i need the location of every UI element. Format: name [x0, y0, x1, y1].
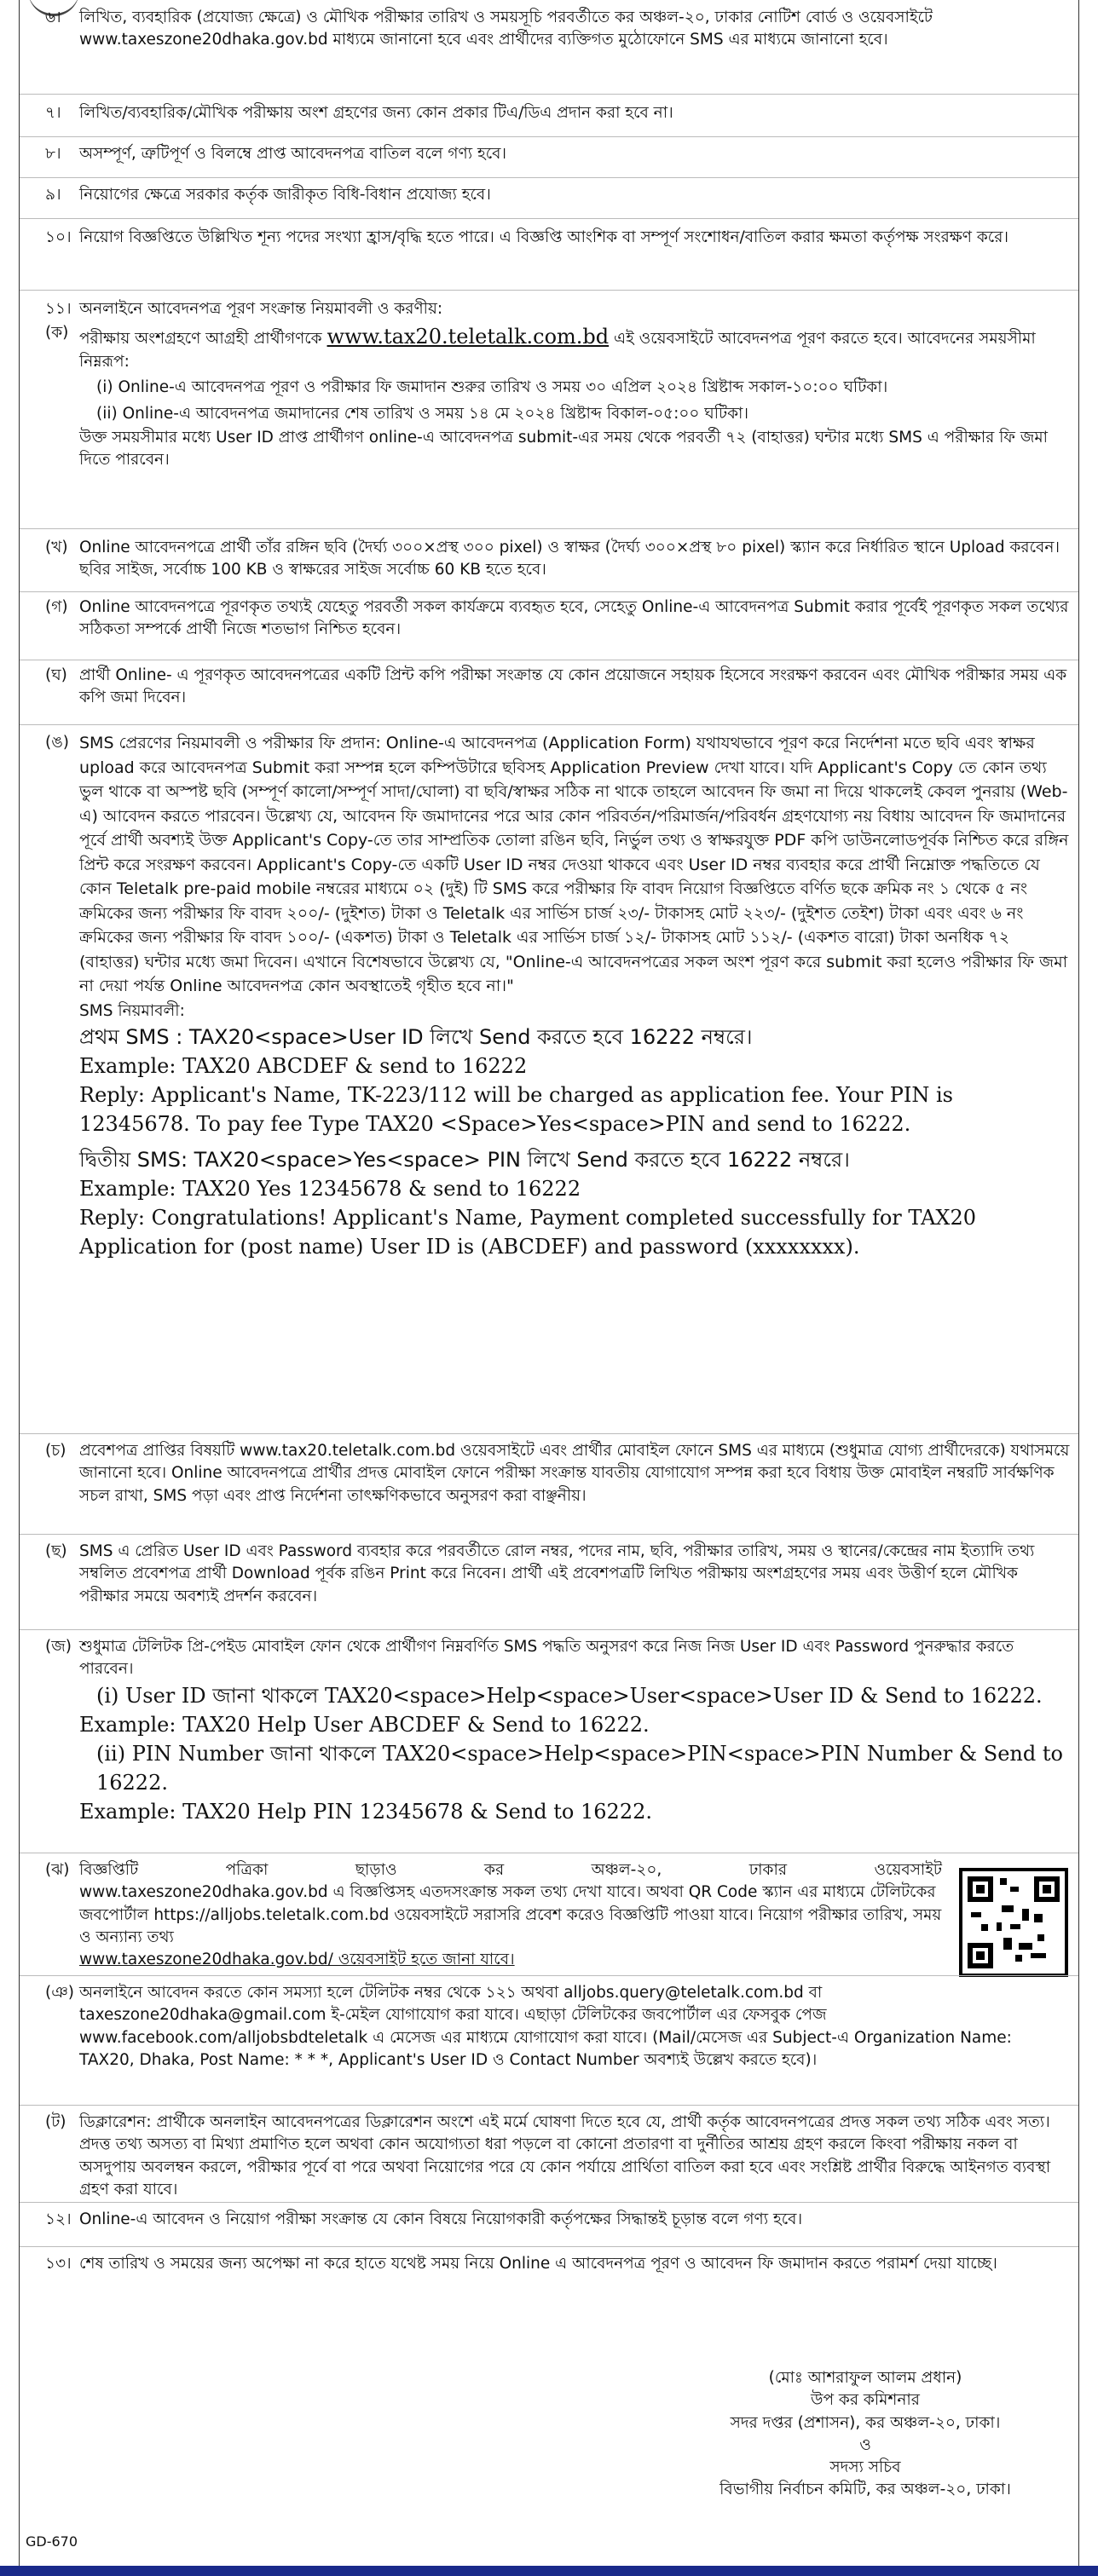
sms-example-1: Example: TAX20 ABCDEF & send to 16222 [79, 1053, 528, 1078]
sub-number: (ট) [45, 2113, 66, 2131]
item-8 [45, 143, 1070, 165]
document-code: GD-670 [26, 2533, 78, 2550]
jha-line-2: www.taxeszone20dhaka.gov.bd এ বিজ্ঞপ্তিসহ এতদসংক্রান্ত সকল তথ্য দেখা যাবে। অথবা QR Code স্ক্যান এর মাধ্যমে টেলিটকের জবপোর্টাল https://alljobs.teletalk.com.bd ওয়েবসাইটে সরাসরি প্রবেশ করেও বিজ্ঞপ্তিটি পাওয়া যাবে। নিয়োগ পরীক্ষার তারিখ, সময় ও অন্যান্য তথ্য [79, 1883, 942, 1946]
ka-text-b: এই ওয়েবসাইটে আবেদনপত্র পূরণ করতে হবে। আবেদনের সময়সীমা নিম্নরূপ: [79, 330, 1036, 372]
sub-number: (চ) [45, 1442, 66, 1460]
jha-site-link[interactable]: www.taxeszone20dhaka.gov.bd/ ওয়েবসাইট হতে জানা যাবে। [79, 1951, 515, 1969]
item-11-ga [45, 596, 1070, 642]
ta-text: ডিক্লারেশন: প্রার্থীকে অনলাইন আবেদনপত্রের ডিক্লারেশন অংশে এই মর্মে ঘোষণা দিতে হবে যে, প্রার্থী কর্তৃক আবেদনপত্রের প্রদত্ত সকল তথ্য সঠিক এবং সত্য। প্রদত্ত তথ্য অসত্য বা মিথ্যা প্রমাণিত হলে অথবা কোন অযোগ্যতা ধরা পড়লে বা কোনো প্রতারণা বা দুর্নীতির আশ্রয় গ্রহণ করলে কিংবা পরীক্ষায় নকল বা অসদুপায় অবলম্বন করলে, পরীক্ষার পূর্বে বা পরে অথবা নিয়োগের পরে যে কোন পর্যায়ে প্রার্থিতা বাতিল করা হবে এবং সংশ্লিষ্ট প্রার্থীর বিরুদ্ধে আইনগত ব্যবস্থা গ্রহণ করা যাবে। [79, 2113, 1051, 2199]
item-9 [45, 184, 1070, 206]
sms-reply-2: Reply: Congratulations! Applicant's Name, Payment completed successfully for TAX20 Application for (post name) User ID is (ABCDEF) and password (xxxxxxxx). [79, 1206, 977, 1259]
item-6 [45, 7, 1070, 52]
sub-number: (গ) [45, 598, 68, 616]
sub-number: (ঝ) [45, 1861, 70, 1879]
item-number: ৮। [45, 145, 61, 163]
item-text: লিখিত, ব্যবহারিক (প্রযোজ্য ক্ষেত্রে) ও মৌখিক পরীক্ষার তারিখ ও সময়সূচি পরবর্তীতে কর অঞ্চল-২০, ঢাকার নোটিশ বোর্ড ও ওয়েবসাইটে www.taxeszone20dhaka.gov.bd মাধ্যমে জানানো হবে এবং প্রার্থীদের ব্যক্তিগত মুঠোফোনে SMS এর মাধ্যমে জানানো হবে। [79, 9, 933, 49]
ja-point-2: (ii) PIN Number জানা থাকলে TAX20<space>Help<space>PIN<space>PIN Number & Send to 16222. [96, 1741, 1063, 1795]
item-intro: অনলাইনে আবেদনপত্র পূরণ সংক্রান্ত নিয়মাবলী ও করণীয়: [79, 300, 443, 318]
item-text: লিখিত/ব্যবহারিক/মৌখিক পরীক্ষায় অংশ গ্রহণের জন্য কোন প্রকার টিএ/ডিএ প্রদান করা হবে না। [79, 104, 673, 122]
ja-example-1: Example: TAX20 Help User ABCDEF & Send to 16222. [79, 1712, 650, 1737]
item-11-ka [45, 322, 1070, 471]
chha-text: SMS এ প্রেরিত User ID এবং Password ব্যবহার করে পরবর্তীতে রোল নম্বর, পদের নাম, ছবি, পরীক্ষার তারিখ, সময় ও স্থানের/কেন্দ্রের নাম ইত্যাদি তথ্য সম্বলিত প্রবেশপত্র প্রার্থী Download পূর্বক রঙিন Print করে নিবেন। প্রার্থী এই প্রবেশপত্রটি লিখিত পরীক্ষায় অংশগ্রহণের সময় এবং উত্তীর্ণ হলে মৌখিক পরীক্ষার সময়ে অবশ্যই প্রদর্শন করবেন। [79, 1542, 1035, 1605]
item-11-umo [45, 731, 1070, 1261]
item-11-chha [45, 1541, 1070, 1608]
sub-number: (ক) [45, 324, 69, 342]
sub-number: (ঙ) [45, 734, 70, 752]
sms-reply-1: Reply: Applicant's Name, TK-223/112 will be charged as application fee. Your PIN is 12345678. To pay fee Type TAX20 <Space>Yes<space>PIN and send to 16222. [79, 1082, 953, 1136]
signature-conjunction: ও [859, 2435, 871, 2454]
item-text: নিয়োগ বিজ্ঞপ্তিতে উল্লিখিত শূন্য পদের সংখ্যা হ্রাস/বৃদ্ধি হতে পারে। এ বিজ্ঞপ্তি আংশিক বা সম্পূর্ণ সংশোধন/বাতিল করার ক্ষমতা কর্তৃপক্ষ সংরক্ষণ করে। [79, 228, 1009, 246]
cha-text: প্রবেশপত্র প্রাপ্তির বিষয়টি www.tax20.teletalk.com.bd ওয়েবসাইটে এবং প্রার্থীর মোবাইল ফোনে SMS এর মাধ্যমে (শুধুমাত্র যোগ্য প্রার্থীদেরকে) যথাসময়ে জানানো হবে। Online আবেদনপত্রে প্রার্থীর প্রদত্ত মোবাইল ফোনে পরীক্ষা সংক্রান্ত যাবতীয় যোগাযোগ সম্পন্ন করা হবে বিধায় উক্ত মোবাইল নম্বরটি সার্বক্ষণিক সচল রাখা, SMS পড়া এবং প্রাপ্ত নির্দেশনা তাৎক্ষণিকভাবে অনুসরণ করা বাঞ্ছনীয়। [79, 1442, 1070, 1505]
signatory-role: সদস্য সচিব [829, 2458, 901, 2477]
item-number: ৯। [45, 186, 61, 204]
signatory-title: উপ কর কমিশনার [811, 2391, 920, 2410]
sms-first: প্রথম SMS : TAX20<space>User ID লিখে Send করতে হবে 16222 নম্বরে। [79, 1024, 753, 1049]
footer-bar [0, 2566, 1098, 2576]
ja-point-1: (i) User ID জানা থাকলে TAX20<space>Help<space>User<space>User ID & Send to 16222. [96, 1683, 1043, 1708]
sub-number: (ঘ) [45, 666, 67, 684]
item-text: Online-এ আবেদন ও নিয়োগ পরীক্ষা সংক্রান্ত যে কোন বিষয়ে নিয়োগকারী কর্তৃপক্ষের সিদ্ধান্তই চূড়ান্ত বলে গণ্য হবে। [79, 2210, 803, 2228]
item-number: ১৩। [45, 2255, 72, 2273]
teletalk-site-link[interactable]: www.tax20.teletalk.com.bd [327, 325, 610, 349]
ka-text-a: পরীক্ষায় অংশগ্রহণে আগ্রহী প্রার্থীগণকে [79, 330, 322, 348]
sub-number: (খ) [45, 539, 68, 556]
qr-code[interactable] [959, 1868, 1068, 1977]
item-11-ja [45, 1636, 1070, 1826]
signature-block [686, 2367, 1044, 2502]
signatory-office: সদর দপ্তর (প্রশাসন), কর অঞ্চল-২০, ঢাকা। [730, 2413, 1001, 2432]
kha-text: Online আবেদনপত্রে প্রার্থী তাঁর রঙ্গিন ছবি (দৈর্ঘ্য ৩০০×প্রস্থ ৩০০ pixel) ও স্বাক্ষর (দৈর্ঘ্য ৩০০×প্রস্থ ৮০ pixel) স্ক্যান করে নির্ধারিত স্থানে Upload করবেন। ছবির সাইজ, সর্বোচ্চ 100 KB ও স্বাক্ষরের সাইজ সর্বোচ্চ 60 KB হতে হবে। [79, 539, 1060, 579]
item-10 [45, 227, 1070, 249]
signatory-committee: বিভাগীয় নির্বাচন কমিটি, কর অঞ্চল-২০, ঢাকা। [719, 2481, 1011, 2499]
notice-page [19, 0, 1079, 2576]
item-number: ৬। [45, 9, 61, 26]
ja-example-2: Example: TAX20 Help PIN 12345678 & Send to 16222. [79, 1799, 652, 1824]
umo-text: SMS প্রেরণের নিয়মাবলী ও পরীক্ষার ফি প্রদান: Online-এ আবেদনপত্র (Application Form) যথাযথভাবে পূরণ করে নির্দেশনা মতে ছবি এবং স্বাক্ষর upload করে আবেদনপত্র Submit করা সম্পন্ন হলে কম্পিউটারে ছবিসহ Application Preview দেখা যাবে। যদি Applicant's Copy তে কোন তথ্য ভুল থাকে বা অস্পষ্ট ছবি (সম্পূর্ণ কালো/সম্পূর্ণ সাদা/ঘোলা) বা ছবি/স্বাক্ষর সঠিক না থাকে তাহলে আবেদন ফি জমা না দিয়ে থাকলেই কেবল পুনরায় (Web-এ) আবেদন করতে পারবেন। উল্লেখ্য যে, আবেদন ফি জমাদানের পরে আর কোন পরিবর্তন/পরিমার্জন/পরিবর্ধন গ্রহণযোগ্য নয় বিধায় আবেদন ফি জমাদানের পূর্বে প্রার্থী অবশ্যই উক্ত Applicant's Copy-তে তার সাম্প্রতিক তোলা রঙিন ছবি, নির্ভুল তথ্য ও স্বাক্ষরযুক্ত PDF কপি ডাউনলোডপূর্বক নিশ্চিত করে রঙ্গিন প্রিন্ট করে সংরক্ষণ করবেন। Applicant's Copy-তে একটি User ID নম্বর দেওয়া থাকবে এবং User ID নম্বর ব্যবহার করে প্রার্থী নিম্নোক্ত পদ্ধতিতে যে কোন Teletalk pre-paid mobile নম্বরের মাধ্যমে ০২ (দুই) টি SMS করে পরীক্ষার ফি বাবদ নিয়োগ বিজ্ঞপ্তিতে বর্ণিত ছকে ক্রমিক নং ১ থেকে ৫ নং ক্রমিকের জন্য পরীক্ষার ফি বাবদ ২০০/- (দুইশত) টাকা ও Teletalk এর সার্ভিস চার্জ ২৩/- টাকাসহ মোট ২২৩/- (দুইশত তেইশ) টাকা এবং এবং ৬ নং ক্রমিকের জন্য পরীক্ষার ফি বাবদ ১০০/- (একশত) টাকা ও Teletalk এর সার্ভিস চার্জ ১২/- টাকাসহ মোট ১১২/- (একশত বারো) টাকা অনধিক ৭২ (বাহাত্তর) ঘন্টার মধ্যে জমা দিবেন। এখানে বিশেষভাবে উল্লেখ্য যে, "Online-এ আবেদনপত্রের সকল অংশ পূরণ করে submit করা হলেও পরীক্ষার ফি জমা না দেয়া পর্যন্ত Online আবেদনপত্র কোন অবস্থাতেই গৃহীত হবে না।" [79, 734, 1069, 995]
ja-text: শুধুমাত্র টেলিটক প্রি-পেইড মোবাইল ফোন থেকে প্রার্থীগণ নিম্নবর্ণিত SMS পদ্ধতি অনুসরণ করে নিজ নিজ User ID এবং Password পুনরুদ্ধার করতে পারবেন। [79, 1638, 1014, 1679]
item-text: শেষ তারিখ ও সময়ের জন্য অপেক্ষা না করে হাতে যথেষ্ট সময় নিয়ে Online এ আবেদনপত্র পূরণ ও আবেদন ফি জমাদান করতে পরামর্শ দেয়া যাচ্ছে। [79, 2255, 997, 2273]
item-text: অসম্পূর্ণ, ত্রুটিপূর্ণ ও বিলম্বে প্রাপ্ত আবেদনপত্র বাতিল বলে গণ্য হবে। [79, 145, 507, 163]
sub-number: (জ) [45, 1638, 72, 1656]
item-13 [45, 2253, 1070, 2275]
item-11-cha [45, 1440, 1070, 1507]
item-11-kha [45, 537, 1070, 582]
item-7 [45, 102, 1070, 124]
ka-point-3: উক্ত সময়সীমার মধ্যে User ID প্রাপ্ত প্রার্থীগণ online-এ আবেদনপত্র submit-এর সময় থেকে পরবর্তী ৭২ (বাহাত্তর) ঘন্টার মধ্যে SMS এ পরীক্ষার ফি জমা দিতে পারবেন। [79, 428, 1049, 470]
item-12 [45, 2209, 1070, 2231]
sms-rules-title: SMS নিয়মাবলী: [79, 1001, 185, 1020]
gha-text: প্রার্থী Online- এ পূরণকৃত আবেদনপত্রের একটি প্রিন্ট কপি পরীক্ষা সংক্রান্ত যে কোন প্রয়োজনে সহায়ক হিসেবে সংরক্ষণ করবেন এবং মৌখিক পরীক্ষার সময় এক কপি জমা দিবেন। [79, 666, 1067, 707]
sms-second: দ্বিতীয় SMS: TAX20<space>Yes<space> PIN লিখে Send করতে হবে 16222 নম্বরে। [79, 1148, 850, 1173]
item-11-jha [45, 1859, 1070, 1971]
item-11-nya [45, 1982, 1070, 2072]
sms-example-2: Example: TAX20 Yes 12345678 & send to 16222 [79, 1177, 581, 1202]
jha-line-1: বিজ্ঞপ্তিটি পত্রিকা ছাড়াও কর অঞ্চল-২০, ঢাকার ওয়েবসাইট [79, 1861, 942, 1879]
item-text: নিয়োগের ক্ষেত্রে সরকার কর্তৃক জারীকৃত বিধি-বিধান প্রযোজ্য হবে। [79, 186, 491, 204]
ga-text: Online আবেদনপত্রে পূরণকৃত তথ্যই যেহেতু পরবর্তী সকল কার্যক্রমে ব্যবহৃত হবে, সেহেতু Online-এ আবেদনপত্র Submit করার পূর্বেই পূরণকৃত সকল তথ্যের সঠিকতা সম্পর্কে প্রার্থী নিজে শতভাগ নিশ্চিত হবেন। [79, 598, 1069, 639]
item-11-ta [45, 2112, 1070, 2201]
item-number: ১০। [45, 228, 72, 246]
sub-number: (ছ) [45, 1542, 67, 1560]
item-number: ১২। [45, 2210, 72, 2228]
item-number: ১১। [45, 300, 72, 318]
nya-text: অনলাইনে আবেদন করতে কোন সমস্যা হলে টেলিটক নম্বর থেকে ১২১ অথবা alljobs.query@teletalk.com.bd বা taxeszone20dhaka@gmail.com ই-মেইল যোগাযোগ করা যাবে। এছাড়া টেলিটকের জবপোর্টাল এর ফেসবুক পেজ www.facebook.com/alljobsbdteletalk এ মেসেজ এর মাধ্যমে যোগাযোগ করা যাবে। (Mail/মেসেজ এর Subject-এ Organization Name: TAX20, Dhaka, Post Name: * * *, Applicant's User ID ও Contact Number অবশ্যই উল্লেখ করতে হবে)। [79, 1984, 1012, 2069]
ka-point-1: (i) Online-এ আবেদনপত্র পূরণ ও পরীক্ষার ফি জমাদান শুরুর তারিখ ও সময় ৩০ এপ্রিল ২০২৪ খ্রিষ্টাব্দ সকাল-১০:০০ ঘটিকা। [96, 378, 888, 397]
ka-point-2: (ii) Online-এ আবেদনপত্র জমাদানের শেষ তারিখ ও সময় ১৪ মে ২০২৪ খ্রিষ্টাব্দ বিকাল-০৫:০০ ঘটিকা। [96, 404, 749, 423]
item-number: ৭। [45, 104, 61, 122]
signatory-name: (মোঃ আশরাফুল আলম প্রধান) [768, 2369, 962, 2387]
sub-number: (ঞ) [45, 1984, 74, 2002]
item-11-gha [45, 665, 1070, 710]
item-11 [45, 298, 1070, 320]
